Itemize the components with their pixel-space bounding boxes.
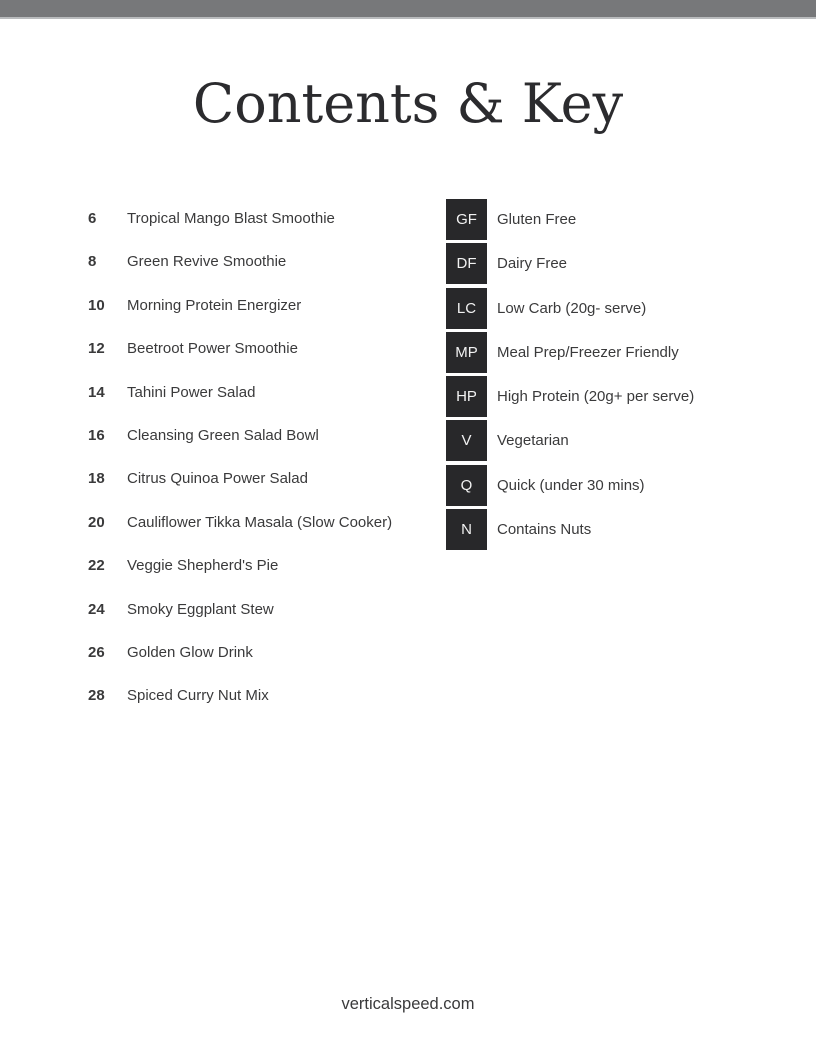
key-badge-gluten-free: GF <box>446 199 487 240</box>
key-badge-low-carb: LC <box>446 288 487 329</box>
key-row <box>446 243 776 284</box>
toc-page-number: 26 <box>88 643 105 661</box>
toc-entry-title: Cauliflower Tikka Masala (Slow Cooker) <box>127 513 393 531</box>
key-label: Gluten Free <box>497 211 577 228</box>
key-label: Low Carb (20g- serve) <box>497 299 647 317</box>
toc-row <box>88 210 428 228</box>
page-title: Contents & Key <box>192 72 624 135</box>
key-legend <box>446 199 776 553</box>
toc-row <box>88 687 428 705</box>
key-row <box>446 420 776 461</box>
key-label: High Protein (20g+ per serve) <box>497 388 695 406</box>
toc-row <box>88 384 428 402</box>
toc-row <box>88 427 428 445</box>
key-label: Contains Nuts <box>497 521 592 539</box>
key-label: Meal Prep/Freezer Friendly <box>497 343 679 361</box>
toc-entry-title: Spiced Curry Nut Mix <box>127 687 269 705</box>
table-of-contents <box>88 210 428 731</box>
toc-page-number: 12 <box>88 340 105 358</box>
key-row <box>446 465 776 506</box>
toc-entry-title: Smoky Eggplant Stew <box>127 600 274 618</box>
toc-row <box>88 514 428 532</box>
key-row <box>446 376 776 417</box>
toc-row <box>88 557 428 575</box>
toc-page-number: 10 <box>88 296 105 314</box>
toc-row <box>88 601 428 619</box>
toc-page-number: 24 <box>88 600 105 618</box>
toc-page-number: 14 <box>88 383 105 401</box>
toc-page-number: 22 <box>88 557 105 575</box>
toc-entry-title: Beetroot Power Smoothie <box>127 340 298 358</box>
key-row <box>446 332 776 373</box>
key-badge-meal-prep: MP <box>446 332 487 373</box>
toc-row <box>88 297 428 315</box>
toc-page-number: 20 <box>88 513 105 531</box>
toc-page-number: 8 <box>88 253 97 271</box>
key-badge-high-protein: HP <box>446 376 487 417</box>
footer-url: verticalspeed.com <box>341 995 475 1013</box>
key-badge-vegetarian: V <box>446 420 487 461</box>
key-label: Dairy Free <box>497 255 568 273</box>
top-bar <box>0 0 816 19</box>
toc-row <box>88 253 428 271</box>
toc-page-number: 6 <box>88 210 97 227</box>
key-row <box>446 288 776 329</box>
key-label: Vegetarian <box>497 432 569 450</box>
key-label: Quick (under 30 mins) <box>497 476 645 494</box>
toc-row <box>88 340 428 358</box>
toc-entry-title: Green Revive Smoothie <box>127 253 287 271</box>
toc-entry-title: Cleansing Green Salad Bowl <box>127 426 319 444</box>
toc-row <box>88 644 428 662</box>
toc-entry-title: Citrus Quinoa Power Salad <box>127 470 308 488</box>
toc-row <box>88 470 428 488</box>
toc-entry-title: Golden Glow Drink <box>127 643 253 661</box>
key-badge-dairy-free: DF <box>446 243 487 284</box>
toc-entry-title: Tropical Mango Blast Smoothie <box>127 210 335 227</box>
key-row <box>446 509 776 550</box>
toc-entry-title: Morning Protein Energizer <box>127 296 302 314</box>
toc-page-number: 18 <box>88 470 105 488</box>
key-badge-quick: Q <box>446 465 487 506</box>
key-row <box>446 199 776 240</box>
toc-page-number: 28 <box>88 687 105 705</box>
key-badge-contains-nuts: N <box>446 509 487 550</box>
toc-page-number: 16 <box>88 426 105 444</box>
toc-entry-title: Tahini Power Salad <box>127 383 256 401</box>
toc-entry-title: Veggie Shepherd's Pie <box>127 557 279 575</box>
